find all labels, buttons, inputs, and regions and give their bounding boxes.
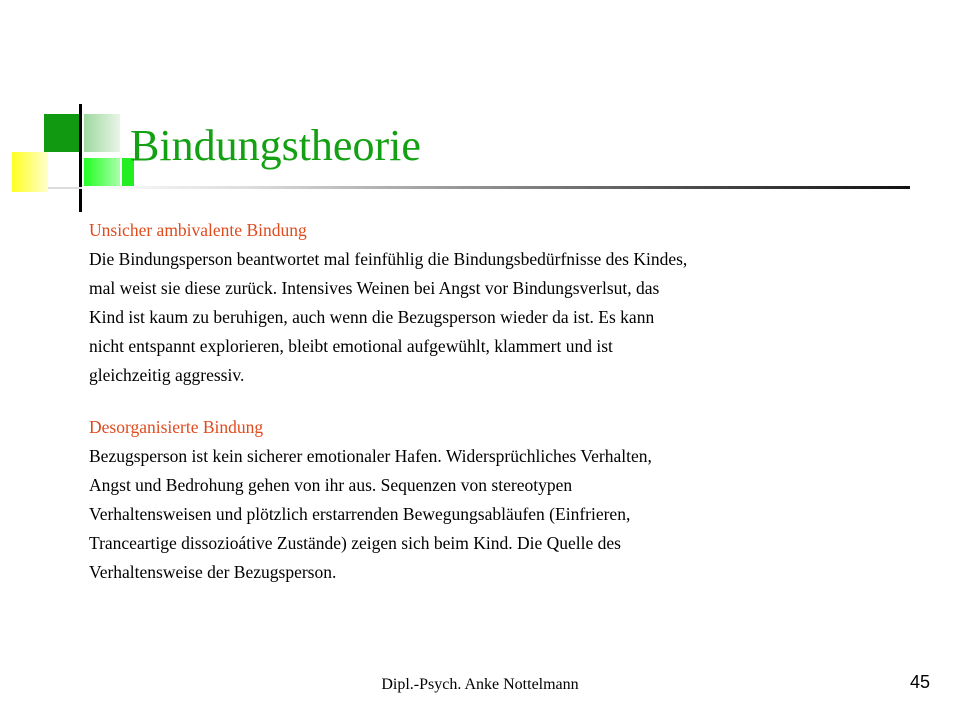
decorative-square-yellow xyxy=(12,152,48,192)
text-line: Kind ist kaum zu beruhigen, auch wenn die Bezugsperson wieder da ist. Es kann xyxy=(89,307,655,327)
text-line: Bezugsperson ist kein sicherer emotionaler Hafen. Widersprüchliches Verhalten, xyxy=(89,446,652,466)
section-heading: Unsicher ambivalente Bindung xyxy=(89,220,307,240)
section-disorganized xyxy=(89,413,889,587)
slide-title: Bindungstheorie xyxy=(130,121,421,170)
decorative-square-light-green xyxy=(84,158,120,188)
text-line: mal weist sie diese zurück. Intensives Weinen bei Angst vor Bindungsverlsut, das xyxy=(89,278,660,298)
title-divider xyxy=(82,186,910,189)
text-line: nicht entspannt explorieren, bleibt emotional aufgewühlt, klammert und ist xyxy=(89,336,613,356)
decorative-vertical-line xyxy=(79,104,82,212)
page-number: 45 xyxy=(909,672,930,692)
text-line: Die Bindungsperson beantwortet mal feinfühlig die Bindungsbedürfnisse des Kindes, xyxy=(89,249,688,269)
decorative-square-pale-green xyxy=(84,114,120,152)
footer-author: Dipl.-Psych. Anke Nottelmann xyxy=(381,676,579,693)
section-ambivalent xyxy=(89,216,889,390)
decorative-square-dark-green xyxy=(44,114,80,152)
text-line: gleichzeitig aggressiv. xyxy=(89,365,245,385)
text-line: Angst und Bedrohung gehen von ihr aus. Sequenzen von stereotypen xyxy=(89,475,573,495)
text-line: Tranceartige dissozioátive Zustände) zeigen sich beim Kind. Die Quelle des xyxy=(89,533,621,553)
slide-body xyxy=(89,216,889,610)
text-line: Verhaltensweise der Bezugsperson. xyxy=(89,562,337,582)
section-heading: Desorganisierte Bindung xyxy=(89,417,264,437)
text-line: Verhaltensweisen und plötzlich erstarrenden Bewegungsabläufen (Einfrieren, xyxy=(89,504,631,524)
